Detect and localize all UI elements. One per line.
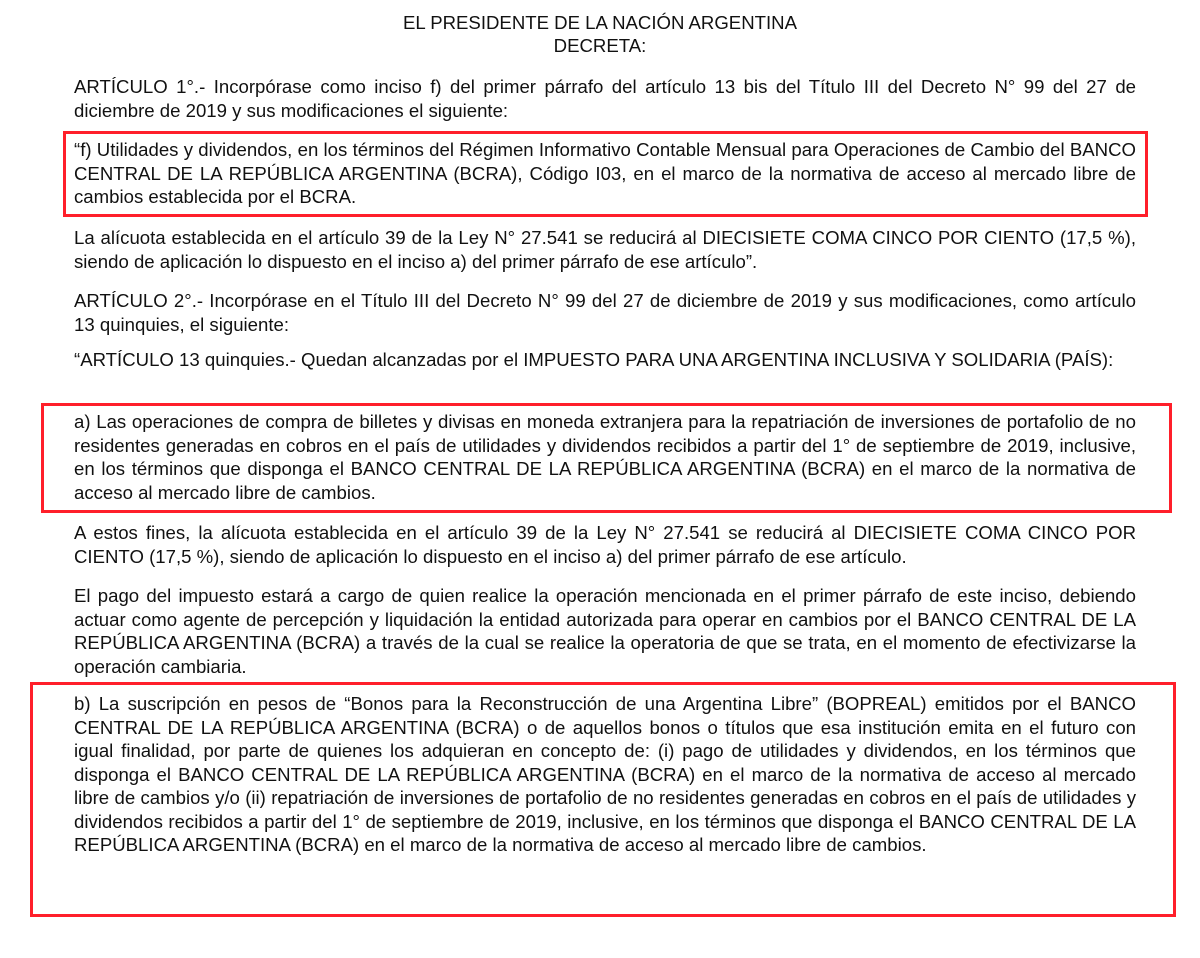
header-title: EL PRESIDENTE DE LA NACIÓN ARGENTINA <box>402 12 797 33</box>
inciso-f-text: “f) Utilidades y dividendos, en los términos del Régimen Informativo Contable Mensual para Operaciones de Cambio del BANCO CENTRAL DE LA REPÚBLICA ARGENTINA (BCRA), Código I03, en el marco de la normativa de acceso al mercado libre de cambios establecida por el BCRA. <box>74 139 1136 207</box>
header-decreta: DECRETA: <box>553 35 647 56</box>
article-2-intro: ARTÍCULO 2°.- Incorpórase en el Título III del Decreto N° 99 del 27 de diciembre de 2019 y sus modificaciones, como artículo 13 quinquies, el siguiente: <box>74 290 1136 335</box>
alicuota-inciso-a: A estos fines, la alícuota establecida en el artículo 39 de la Ley N° 27.541 se reducirá al DIECISIETE COMA CINCO POR CIENTO (17,5 %), siendo de aplicación lo dispuesto en el inciso a) del primer párrafo de ese artículo. <box>74 522 1136 567</box>
article-13-quinquies-intro: “ARTÍCULO 13 quinquies.- Quedan alcanzadas por el IMPUESTO PARA UNA ARGENTINA INCLUSIVA Y SOLIDARIA (PAÍS): <box>74 349 1114 370</box>
pago-impuesto-paragraph: El pago del impuesto estará a cargo de quien realice la operación mencionada en el primer párrafo de este inciso, debiendo actuar como agente de percepción y liquidación la entidad autorizada para operar en cambios por el BANCO CENTRAL DE LA REPÚBLICA ARGENTINA (BCRA) a través de la cual se realice la operatoria de que se trata, en el momento de efectivizarse la operación cambiaria. <box>74 585 1136 677</box>
inciso-a-text: a) Las operaciones de compra de billetes y divisas en moneda extranjera para la repatriación de inversiones de portafolio de no residentes generadas en cobros en el país de utilidades y dividendos recibidos a partir del 1° de septiembre de 2019, inclusive, en los términos que disponga el BANCO CENTRAL DE LA REPÚBLICA ARGENTINA (BCRA) en el marco de la normativa de acceso al mercado libre de cambios. <box>74 411 1136 503</box>
decree-header <box>0 11 1200 57</box>
article-1-intro: ARTÍCULO 1°.- Incorpórase como inciso f) del primer párrafo del artículo 13 bis del Título III del Decreto N° 99 del 27 de diciembre de 2019 y sus modificaciones el siguiente: <box>74 76 1136 121</box>
inciso-b-text: b) La suscripción en pesos de “Bonos para la Reconstrucción de una Argentina Libre” (BOPREAL) emitidos por el BANCO CENTRAL DE LA REPÚBLICA ARGENTINA (BCRA) o de aquellos bonos o títulos que esa institución emita en el futuro con igual finalidad, por parte de quienes los adquieran en concepto de: (i) pago de utilidades y dividendos, en los términos que disponga el BANCO CENTRAL DE LA REPÚBLICA ARGENTINA (BCRA) en el marco de la normativa de acceso al mercado libre de cambios y/o (ii) repatriación de inversiones de portafolio de no residentes generadas en cobros en el país de utilidades y dividendos recibidos a partir del 1° de septiembre de 2019, inclusive, en los términos que disponga el BANCO CENTRAL DE LA REPÚBLICA ARGENTINA (BCRA) en el marco de la normativa de acceso al mercado libre de cambios. <box>74 693 1136 855</box>
alicuota-inciso-f: La alícuota establecida en el artículo 39 de la Ley N° 27.541 se reducirá al DIECISIETE COMA CINCO POR CIENTO (17,5 %), siendo de aplicación lo dispuesto en el inciso a) del primer párrafo de ese artículo”. <box>74 227 1136 272</box>
